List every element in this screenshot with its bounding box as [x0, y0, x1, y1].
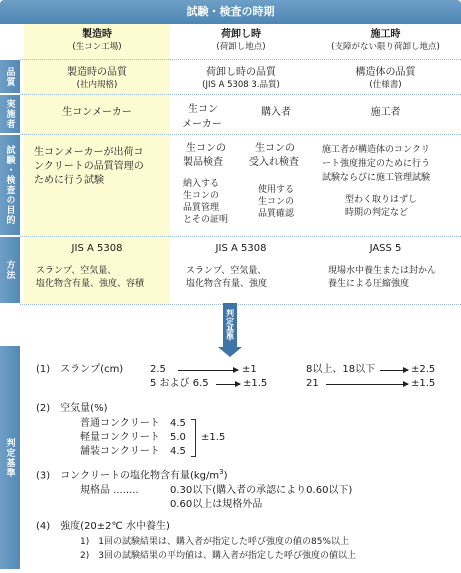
- method-standard-unloading: JIS A 5308: [215, 243, 267, 254]
- purpose-construction-note: 型わく取りはずし: [345, 195, 418, 205]
- divider: [20, 59, 461, 60]
- purpose-buyer-desc: 使用する: [258, 185, 295, 195]
- slump-tolerance: ±2.5: [411, 364, 436, 375]
- purpose-manufacture-line: ために行う試験: [34, 175, 104, 186]
- divider: [20, 304, 461, 305]
- arrow-icon: [380, 370, 408, 371]
- air-value: 4.5: [170, 418, 186, 429]
- purpose-maker-title: 製品検査: [183, 157, 223, 168]
- chloride-label-sup: 3: [219, 468, 224, 476]
- divider: [20, 236, 461, 237]
- arrow-icon: [178, 370, 238, 371]
- tester-unloading-maker-2: メーカー: [182, 119, 222, 130]
- divider: [20, 94, 461, 95]
- slump-value: 5 および 6.5: [150, 378, 209, 389]
- purpose-construction-line: 施工者が構造体のコンクリ: [322, 145, 430, 155]
- tester-manufacture: 生コンメーカー: [62, 107, 132, 118]
- air-value: 4.5: [170, 446, 186, 457]
- chloride-spec-value-2: 0.60以上は規格外品: [170, 499, 263, 510]
- quality-construction: 構造体の品質: [355, 67, 416, 78]
- chloride-spec-value: 0.30以下(購入者の承認により0.60以下): [170, 485, 353, 496]
- tester-unloading-buyer: 購入者: [261, 107, 291, 118]
- method-standard-construction: JASS 5: [369, 243, 402, 254]
- side-label-purpose: 試験・検査の目的: [0, 135, 20, 235]
- air-concrete-type: 舗装コンクリート: [80, 446, 160, 457]
- side-label-criteria: 判定基準: [0, 346, 20, 569]
- air-tolerance: ±1.5: [201, 432, 226, 443]
- purpose-manufacture-line: 生コンメーカーが出荷コ: [34, 147, 144, 158]
- chloride-label-text: (3) コンクリートの塩化物含有量(kg/m: [36, 470, 220, 482]
- side-label-quality: 品質: [0, 60, 20, 93]
- purpose-buyer-desc: 品質確認: [258, 209, 295, 219]
- purpose-construction-note: 時期の判定など: [345, 208, 409, 218]
- method-items-construction: 現場水中養生または封かん: [328, 266, 437, 276]
- method-items-unloading: 塩化物含有量、強度: [186, 279, 268, 289]
- strength-item: 2) 3回の試験結果の平均値は、購入者が指定した呼び強度の値以上: [80, 551, 356, 561]
- purpose-maker-desc: 生コンの: [183, 191, 220, 201]
- method-items-manufacture: スランプ、空気量、: [36, 266, 117, 276]
- method-items-construction: 養生による圧縮強度: [328, 279, 410, 289]
- column-heading-construction: 施工時: [370, 29, 401, 40]
- down-arrow-icon: [218, 347, 242, 357]
- arrow-icon: [326, 384, 408, 385]
- method-items-unloading: スランプ、空気量、: [186, 266, 267, 276]
- purpose-maker-title: 生コンの: [186, 143, 226, 154]
- arrow-icon: [216, 384, 240, 385]
- strength-item: 1) 1回の試験結果は、購入者が指定した呼び強度の値の85%以上: [80, 537, 349, 547]
- slump-tolerance: ±1.5: [411, 378, 436, 389]
- quality-unloading: 荷卸し時の品質: [206, 67, 276, 78]
- method-standard-manufacture: JIS A 5308: [71, 243, 123, 254]
- column-heading-unloading: 荷卸し時: [221, 29, 261, 40]
- quality-manufacture: 製造時の品質: [67, 67, 127, 78]
- quality-manufacture-sub: (社内規格): [76, 80, 118, 90]
- chloride-spec-label: 規格品 ........: [80, 485, 139, 496]
- purpose-construction-line: ート強度推定のために行う: [322, 159, 431, 169]
- chloride-label: [36, 466, 228, 482]
- slump-tolerance: ±1: [242, 364, 257, 375]
- method-items-manufacture: 塩化物含有量、強度、容積: [36, 279, 145, 289]
- page-title: 試験・検査の時期: [0, 0, 461, 24]
- slump-tolerance: ±1.5: [243, 378, 268, 389]
- bracket: [191, 419, 196, 457]
- column-heading-manufacture: 製造時: [82, 29, 112, 40]
- purpose-maker-desc: 品質管理: [183, 203, 220, 213]
- tester-construction: 施工者: [370, 107, 401, 118]
- air-concrete-type: 軽量コンクリート: [80, 432, 160, 443]
- column-sub-unloading: (荷卸し地点): [216, 42, 266, 52]
- slump-value: 21: [306, 378, 319, 389]
- criteria-arrow-label: 判定基準: [223, 303, 237, 347]
- tester-unloading-maker: 生コン: [188, 104, 218, 115]
- purpose-buyer-title: 生コンの: [255, 143, 295, 154]
- column-sub-construction: (支障がない限り荷卸し地点): [331, 42, 440, 52]
- quality-unloading-sub: (JIS A 5308 3.品質): [202, 80, 280, 90]
- purpose-buyer-title: 受入れ検査: [249, 157, 299, 168]
- air-value: 5.0: [170, 432, 186, 443]
- column-sub-manufacture: (生コン工場): [72, 42, 122, 52]
- divider: [20, 134, 461, 135]
- purpose-buyer-desc: 生コンの: [258, 197, 295, 207]
- air-label: (2) 空気量(%): [36, 403, 108, 414]
- slump-value: 2.5: [150, 364, 166, 375]
- side-label-tester: 実施者: [0, 95, 20, 133]
- side-label-method: 方法: [0, 237, 20, 303]
- purpose-construction-line: 試験ならびに施工管理試験: [322, 173, 431, 183]
- strength-label: (4) 強度(20±2℃ 水中養生): [36, 521, 170, 532]
- slump-value: 8以上、18以下: [306, 364, 376, 375]
- chloride-label-end: ): [223, 470, 228, 482]
- purpose-maker-desc: 納入する: [183, 179, 220, 189]
- purpose-maker-desc: とその証明: [183, 215, 229, 225]
- slump-label: (1) スランプ(cm): [36, 364, 124, 375]
- purpose-manufacture-line: ンクリートの品質管理の: [34, 161, 144, 172]
- quality-construction-sub: (仕様書): [369, 80, 402, 90]
- air-concrete-type: 普通コンクリート: [80, 418, 160, 429]
